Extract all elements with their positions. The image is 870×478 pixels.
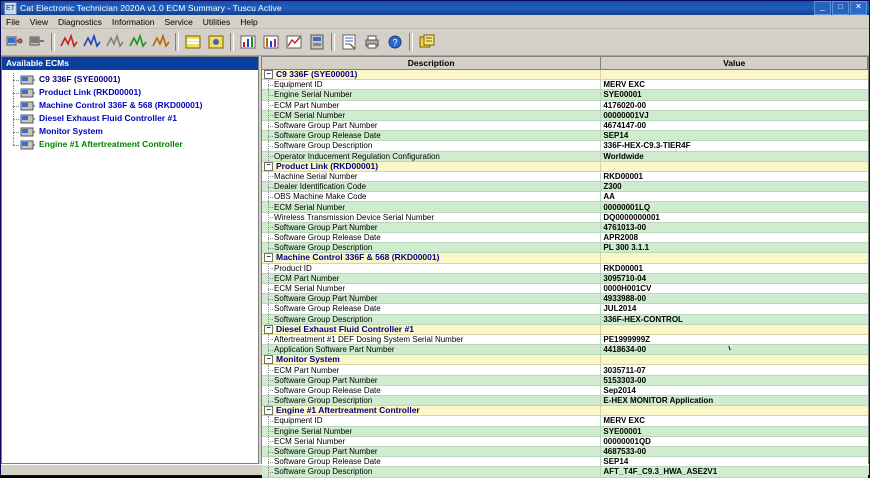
description-cell	[262, 467, 601, 476]
description-text: Aftertreatment #1 DEF Dosing System Serial Number	[274, 334, 464, 344]
tree-branch-icon	[264, 304, 274, 313]
description-cell	[262, 121, 601, 130]
value-cell: RKD00001	[603, 171, 643, 181]
tree-branch-icon	[264, 457, 274, 466]
toolbar-separator-1	[51, 33, 55, 51]
description-text: Software Group Description	[274, 141, 373, 151]
disconnect-icon[interactable]	[26, 31, 48, 53]
grid-group-row[interactable]	[262, 406, 868, 416]
value-cell: 3095710-04	[603, 273, 647, 283]
group-value-cell	[601, 162, 868, 171]
svg-text:?: ?	[392, 37, 398, 48]
description-cell	[262, 80, 601, 89]
tree-branch-icon	[264, 467, 274, 476]
menu-item-view[interactable]: View	[29, 16, 48, 27]
description-text: Application Software Part Number	[274, 345, 395, 355]
menu-item-help[interactable]: Help	[240, 16, 258, 27]
ecm-icon	[20, 75, 36, 85]
description-text: Equipment ID	[274, 416, 323, 426]
tree-branch-icon	[264, 335, 274, 344]
value-cell: SYE00001	[603, 426, 642, 436]
description-text: Operator Inducement Regulation Configuration	[274, 151, 440, 161]
toolbar-separator-2	[175, 33, 179, 51]
grid-group-row[interactable]	[262, 253, 868, 263]
value-cell: Worldwide	[603, 151, 644, 161]
collapse-expander-icon[interactable]: −	[264, 162, 273, 171]
table-row[interactable]	[262, 223, 868, 233]
table-row[interactable]	[262, 121, 868, 131]
description-cell	[262, 141, 601, 150]
tree-guide	[8, 112, 20, 125]
grid-header	[262, 57, 868, 70]
menu-item-service[interactable]: Service	[164, 16, 193, 27]
tree-guide	[8, 73, 20, 86]
description-cell	[262, 233, 601, 242]
description-cell	[262, 447, 601, 456]
value-cell: 336F-HEX-C9.3-TIER4F	[603, 141, 691, 151]
tree-branch-icon	[264, 121, 274, 130]
table-row[interactable]	[262, 304, 868, 314]
table-row[interactable]	[262, 365, 868, 375]
value-cell: 4933988-00	[603, 294, 647, 304]
table-row[interactable]	[262, 437, 868, 447]
description-cell	[262, 213, 601, 222]
table-row[interactable]	[262, 447, 868, 457]
sidebar-item-label: Diesel Exhaust Fluid Controller #1	[39, 113, 177, 123]
table-row[interactable]	[262, 416, 868, 426]
tree-branch-icon	[264, 243, 274, 252]
description-cell	[262, 376, 601, 385]
description-text: ECM Serial Number	[274, 202, 346, 212]
main-area	[1, 56, 869, 477]
description-text: Machine Serial Number	[274, 171, 358, 181]
description-text: Engine Serial Number	[274, 426, 353, 436]
calibration-icon[interactable]	[205, 31, 227, 53]
tree-branch-icon	[264, 376, 274, 385]
description-text: ECM Part Number	[274, 273, 340, 283]
value-cell: AA	[603, 192, 615, 202]
tree-branch-icon	[264, 416, 274, 425]
group-description-cell	[262, 325, 601, 334]
table-row[interactable]	[262, 427, 868, 437]
group-title: Monitor System	[276, 354, 340, 365]
tree-branch-icon	[264, 141, 274, 150]
table-row[interactable]	[262, 345, 868, 355]
description-cell	[262, 427, 601, 436]
description-cell	[262, 345, 601, 354]
tree-branch-icon	[264, 294, 274, 303]
table-row[interactable]	[262, 284, 868, 294]
description-cell	[262, 243, 601, 252]
description-cell	[262, 284, 601, 293]
value-cell: 4674147-00	[603, 121, 647, 131]
tree-branch-icon	[264, 233, 274, 242]
maximize-button[interactable]: □	[832, 1, 849, 15]
description-cell	[262, 111, 601, 120]
value-cell: SEP14	[603, 457, 629, 467]
table-row[interactable]	[262, 294, 868, 304]
description-text: Wireless Transmission Device Serial Number	[274, 212, 435, 222]
table-row[interactable]	[262, 457, 868, 467]
minimize-button[interactable]: _	[814, 1, 831, 15]
ecm-icon	[20, 101, 36, 111]
description-cell	[262, 416, 601, 425]
tree-guide	[8, 125, 20, 138]
tree-branch-icon	[264, 274, 274, 283]
description-cell	[262, 202, 601, 211]
table-row[interactable]	[262, 111, 868, 121]
description-text: ECM Serial Number	[274, 436, 346, 446]
description-cell	[262, 315, 601, 324]
close-button[interactable]: ✕	[850, 1, 867, 15]
sidebar-item-label: Engine #1 Aftertreatment Controller	[39, 139, 183, 149]
table-row[interactable]	[262, 467, 868, 477]
tree-guide	[8, 99, 20, 112]
description-text: Software Group Description	[274, 314, 373, 324]
ecm-icon	[20, 127, 36, 137]
tree-branch-icon	[264, 131, 274, 140]
table-row[interactable]	[262, 90, 868, 100]
description-text: OBS Machine Make Code	[274, 192, 367, 202]
table-row[interactable]	[262, 376, 868, 386]
toolbar-separator-5	[409, 33, 413, 51]
description-cell	[262, 182, 601, 191]
sidebar-item-label: Product Link (RKD00001)	[39, 87, 142, 97]
group-title: Engine #1 Aftertreatment Controller	[276, 405, 420, 416]
group-title: Machine Control 336F & 568 (RKD00001)	[276, 252, 440, 263]
grid-group-row[interactable]	[262, 162, 868, 172]
tree-branch-icon	[264, 80, 274, 89]
help-icon[interactable]	[384, 31, 406, 53]
table-row[interactable]	[262, 264, 868, 274]
clear-diagnostics-icon[interactable]	[127, 31, 149, 53]
tree-branch-icon	[264, 223, 274, 232]
tree-branch-icon	[264, 284, 274, 293]
menu-item-diagnostics[interactable]: Diagnostics	[57, 16, 102, 27]
group-value-cell	[601, 253, 868, 262]
toolbar	[1, 29, 869, 56]
table-row[interactable]	[262, 233, 868, 243]
tree-branch-icon	[264, 437, 274, 446]
description-text: Software Group Part Number	[274, 121, 378, 131]
sidebar-item-machine-control[interactable]	[8, 99, 258, 112]
snapshot-icon[interactable]	[260, 31, 282, 53]
table-row[interactable]	[262, 192, 868, 202]
group-description-cell	[262, 355, 601, 364]
group-description-cell	[262, 70, 601, 79]
menu-item-utilities[interactable]: Utilities	[202, 16, 231, 27]
description-text: Software Group Part Number	[274, 222, 378, 232]
ecm-icon	[20, 114, 36, 124]
description-cell	[262, 457, 601, 466]
value-cell: RKD00001	[603, 263, 643, 273]
description-text: Product ID	[274, 263, 312, 273]
value-cell: E-HEX MONITOR Application	[603, 396, 714, 406]
value-cell: SEP14	[603, 131, 629, 141]
value-cell: 4687533-00	[603, 447, 647, 457]
description-text: ECM Serial Number	[274, 284, 346, 294]
value-cell: 00000001VJ	[603, 110, 649, 120]
collapse-expander-icon[interactable]: −	[264, 253, 273, 262]
description-text: Engine Serial Number	[274, 90, 353, 100]
toolbar-separator-3	[230, 33, 234, 51]
description-text: Software Group Description	[274, 396, 373, 406]
status-icon[interactable]	[150, 31, 172, 53]
tree-guide	[8, 138, 20, 151]
tree-branch-icon	[264, 345, 274, 354]
table-row[interactable]	[262, 182, 868, 192]
tree-branch-icon	[264, 447, 274, 456]
tree-branch-icon	[264, 315, 274, 324]
tree-branch-icon	[264, 101, 274, 110]
description-cell	[262, 152, 601, 161]
value-cell: PE1999999Z	[603, 334, 651, 344]
graph-icon[interactable]	[237, 31, 259, 53]
connect-icon[interactable]	[3, 31, 25, 53]
group-value-cell	[601, 325, 868, 334]
toolbar-separator-4	[331, 33, 335, 51]
tree-branch-icon	[264, 192, 274, 201]
grid-body[interactable]	[262, 70, 868, 478]
value-cell: APR2008	[603, 233, 639, 243]
configuration-icon[interactable]	[182, 31, 204, 53]
description-cell	[262, 365, 601, 374]
column-header-description[interactable]: Description	[262, 57, 601, 70]
value-cell: Z300	[603, 182, 622, 192]
collapse-expander-icon[interactable]: −	[264, 355, 273, 364]
ecm-icon	[20, 88, 36, 98]
value-cell: MERV EXC	[603, 416, 645, 426]
description-text: Software Group Release Date	[274, 304, 381, 314]
description-cell	[262, 264, 601, 273]
description-cell	[262, 101, 601, 110]
value-cell: JUL2014	[603, 304, 637, 314]
table-row[interactable]	[262, 141, 868, 151]
description-text: ECM Part Number	[274, 365, 340, 375]
description-text: Software Group Release Date	[274, 131, 381, 141]
description-cell	[262, 437, 601, 446]
description-text: Dealer Identification Code	[274, 182, 367, 192]
description-text: Software Group Part Number	[274, 447, 378, 457]
tree-branch-icon	[264, 111, 274, 120]
group-title: Product Link (RKD00001)	[276, 160, 379, 171]
value-cell: AFT_T4F_C9.3_HWA_ASE2V1	[603, 467, 718, 477]
sidebar-item-c9-336f[interactable]	[8, 73, 258, 86]
description-text: ECM Part Number	[274, 100, 340, 110]
description-text: Software Group Release Date	[274, 457, 381, 467]
group-description-cell	[262, 406, 601, 415]
description-cell	[262, 223, 601, 232]
collapse-expander-icon[interactable]: −	[264, 406, 273, 415]
description-cell	[262, 274, 601, 283]
summary-icon[interactable]	[416, 31, 438, 53]
table-row[interactable]	[262, 274, 868, 284]
value-cell: SYE00001	[603, 90, 642, 100]
table-row[interactable]	[262, 172, 868, 182]
window-title: Cat Electronic Technician 2020A v1.0 ECM Summary - Tuscu Active	[20, 3, 282, 13]
collapse-expander-icon[interactable]: −	[264, 70, 273, 79]
ecm-tree	[2, 70, 258, 463]
sidebar-item-label: Machine Control 336F & 568 (RKD00001)	[39, 100, 203, 110]
tree-branch-icon	[264, 152, 274, 161]
table-row[interactable]	[262, 131, 868, 141]
value-cell: 5153303-00	[603, 375, 647, 385]
window-controls	[814, 1, 868, 15]
value-cell: 0000H001CV	[603, 284, 652, 294]
tree-branch-icon	[264, 182, 274, 191]
description-cell	[262, 304, 601, 313]
description-cell	[262, 192, 601, 201]
value-cell: 00000001QD	[603, 436, 651, 446]
table-row[interactable]	[262, 335, 868, 345]
tree-branch-icon	[264, 213, 274, 222]
value-cell: 4761013-00	[603, 222, 647, 232]
description-text: Equipment ID	[274, 80, 323, 90]
value-cell: PL 300 3.1.1	[603, 243, 650, 253]
description-text: ECM Serial Number	[274, 110, 346, 120]
description-text: Software Group Part Number	[274, 375, 378, 385]
description-text: Software Group Release Date	[274, 233, 381, 243]
tree-branch-icon	[264, 427, 274, 436]
report-icon[interactable]	[338, 31, 360, 53]
value-cell: 00000001LQ	[603, 202, 651, 212]
description-text: Software Group Release Date	[274, 385, 381, 395]
table-row[interactable]	[262, 80, 868, 90]
description-text: Software Group Description	[274, 467, 373, 477]
sidebar-item-aftertreatment-controller[interactable]	[8, 138, 258, 151]
menu-bar	[1, 15, 869, 29]
table-row[interactable]	[262, 386, 868, 396]
available-ecms-header: Available ECMs	[2, 57, 258, 70]
value-cell: 336F-HEX-CONTROL	[603, 314, 683, 324]
description-cell	[262, 335, 601, 344]
tree-branch-icon	[264, 172, 274, 181]
app-icon: ET	[4, 2, 17, 15]
group-value-cell	[601, 70, 868, 79]
sidebar-item-monitor-system[interactable]	[8, 125, 258, 138]
description-cell	[262, 172, 601, 181]
grid-group-row[interactable]	[262, 70, 868, 80]
title-bar	[1, 1, 869, 15]
ecm-summary-grid	[261, 56, 869, 477]
value-cell: DQ0000000001	[603, 212, 660, 222]
description-cell	[262, 90, 601, 99]
logged-diagnostics-icon[interactable]	[81, 31, 103, 53]
menu-item-file[interactable]: File	[6, 16, 20, 27]
group-description-cell	[262, 253, 601, 262]
value-cell: 3035711-07	[603, 365, 646, 375]
description-cell	[262, 396, 601, 405]
grid-group-row[interactable]	[262, 355, 868, 365]
value-cell: MERV EXC	[603, 80, 645, 90]
description-cell	[262, 294, 601, 303]
tree-guide	[8, 86, 20, 99]
flash-icon[interactable]	[306, 31, 328, 53]
menu-item-information[interactable]: Information	[111, 16, 155, 27]
description-cell	[262, 131, 601, 140]
table-row[interactable]	[262, 213, 868, 223]
active-diagnostics-icon[interactable]	[58, 31, 80, 53]
tree-branch-icon	[264, 396, 274, 405]
sidebar-item-product-link[interactable]	[8, 86, 258, 99]
table-row[interactable]	[262, 202, 868, 212]
value-cell: 4176020-00	[603, 100, 647, 110]
value-cell: Sep2014	[603, 385, 636, 395]
tree-branch-icon	[264, 365, 274, 374]
value-cell: 4418634-00	[603, 345, 647, 355]
compare-icon[interactable]	[283, 31, 305, 53]
description-text: Software Group Description	[274, 243, 373, 253]
group-title: C9 336F (SYE00001)	[276, 69, 358, 80]
group-description-cell	[262, 162, 601, 171]
tree-branch-icon	[264, 202, 274, 211]
description-text: Software Group Part Number	[274, 294, 378, 304]
tree-branch-icon	[264, 90, 274, 99]
sidebar-item-label: Monitor System	[39, 126, 103, 136]
column-header-value[interactable]: Value	[601, 57, 868, 70]
sidebar-item-def-controller[interactable]	[8, 112, 258, 125]
tree-branch-icon	[264, 264, 274, 273]
available-ecms-panel	[1, 56, 259, 464]
print-icon[interactable]	[361, 31, 383, 53]
table-row[interactable]	[262, 101, 868, 111]
grid-group-row[interactable]	[262, 325, 868, 335]
ecm-icon	[20, 140, 36, 150]
events-icon[interactable]	[104, 31, 126, 53]
group-value-cell	[601, 406, 868, 415]
description-cell	[262, 386, 601, 395]
group-value-cell	[601, 355, 868, 364]
group-title: Diesel Exhaust Fluid Controller #1	[276, 323, 414, 334]
collapse-expander-icon[interactable]: −	[264, 325, 273, 334]
sidebar-item-label: C9 336F (SYE00001)	[39, 74, 121, 84]
tree-branch-icon	[264, 386, 274, 395]
